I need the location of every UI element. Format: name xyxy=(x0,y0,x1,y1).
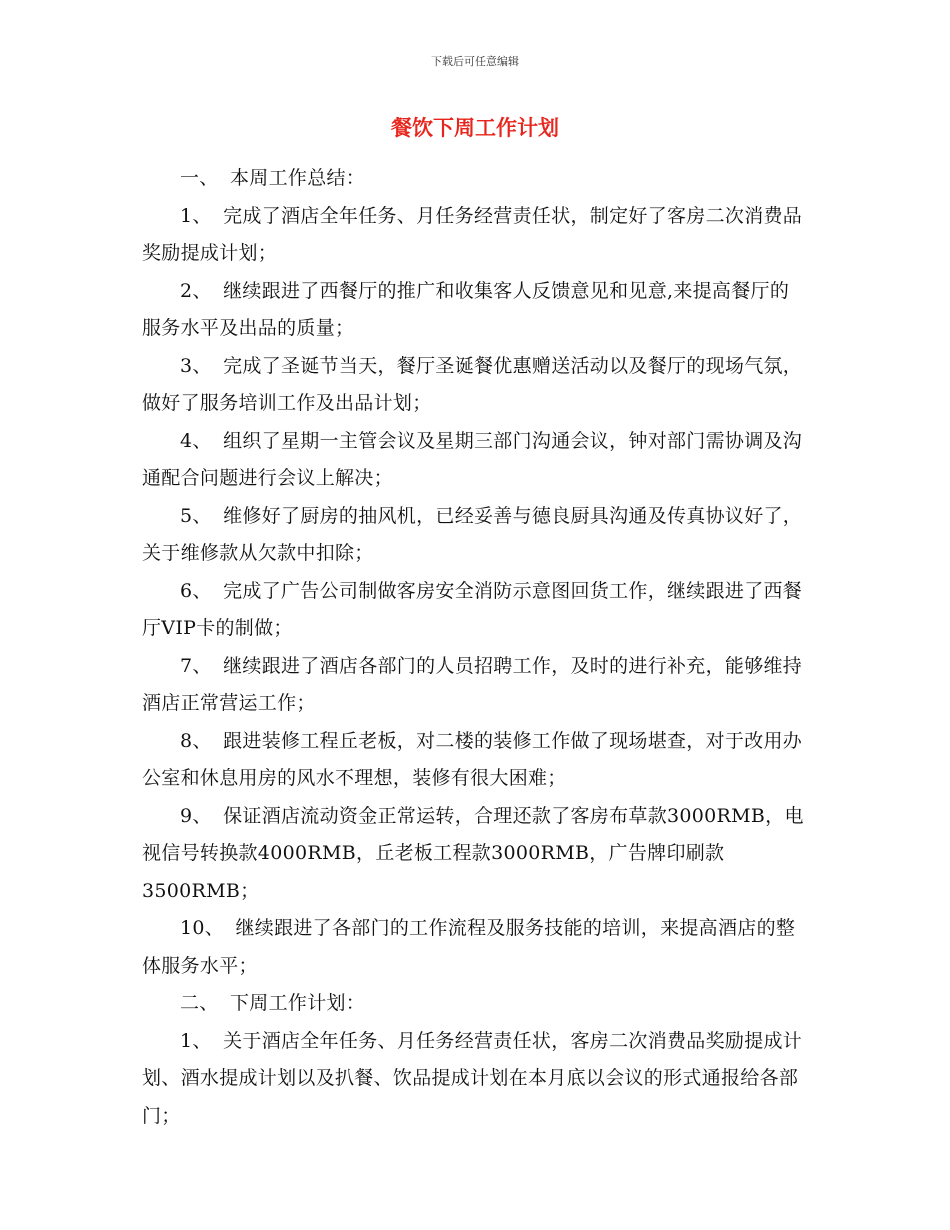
list-item xyxy=(142,910,807,985)
list-item xyxy=(142,798,807,911)
section-heading-1 xyxy=(142,160,807,198)
section-heading-2 xyxy=(142,985,807,1023)
item-text: 保证酒店流动资金正常运转，合理还款了客房布草款3000RMB，电视信号转换款4000RMB，丘老板工程款3000RMB，广告牌印刷款3500RMB； xyxy=(142,804,804,902)
item-number: 8、 xyxy=(180,729,212,752)
item-text: 跟进装修工程丘老板，对二楼的装修工作做了现场堪查，对于改用办公室和休息用房的风水不理想，装修有很大困难； xyxy=(142,729,803,789)
item-text: 关于酒店全年任务、月任务经营责任状，客房二次消费品奖励提成计划、酒水提成计划以及扒餐、饮品提成计划在本月底以会议的形式通报给各部门； xyxy=(142,1029,803,1127)
item-text: 完成了圣诞节当天，餐厅圣诞餐优惠赠送活动以及餐厅的现场气氛，做好了服务培训工作及出品计划； xyxy=(142,354,803,414)
item-number: 4、 xyxy=(180,429,212,452)
item-text: 继续跟进了各部门的工作流程及服务技能的培训，来提高酒店的整体服务水平； xyxy=(142,917,796,977)
item-number: 7、 xyxy=(180,654,212,677)
item-text: 维修好了厨房的抽风机，已经妥善与德良厨具沟通及传真协议好了，关于维修款从欠款中扣除； xyxy=(142,504,803,564)
item-number: 9、 xyxy=(180,804,212,827)
page-title: 餐饮下周工作计划 xyxy=(391,116,559,140)
list-item xyxy=(142,498,807,573)
header-note: 下载后可任意编辑 xyxy=(431,55,519,68)
item-text: 组织了星期一主管会议及星期三部门沟通会议，钟对部门需协调及沟通配合问题进行会议上解决； xyxy=(142,429,803,489)
item-number: 1、 xyxy=(180,204,212,227)
list-item xyxy=(142,348,807,423)
item-text: 继续跟进了西餐厅的推广和收集客人反馈意见和见意,来提高餐厅的服务水平及出品的质量； xyxy=(142,279,790,339)
item-text: 完成了酒店全年任务、月任务经营责任状，制定好了客房二次消费品奖励提成计划； xyxy=(142,204,803,264)
item-number: 6、 xyxy=(180,579,212,602)
list-item xyxy=(142,1023,807,1136)
item-number: 3、 xyxy=(180,354,212,377)
document-body xyxy=(142,160,807,1135)
item-text: 完成了广告公司制做客房安全消防示意图回货工作，继续跟进了西餐厅VIP卡的制做； xyxy=(142,579,803,639)
item-number: 10、 xyxy=(180,917,225,939)
list-item xyxy=(142,198,807,273)
item-text: 继续跟进了酒店各部门的人员招聘工作，及时的进行补充，能够维持酒店正常营运工作； xyxy=(142,654,803,714)
section-heading-text: 下周工作计划： xyxy=(230,992,366,1014)
item-number: 5、 xyxy=(180,504,212,527)
list-item xyxy=(142,573,807,648)
section-number: 一、 xyxy=(180,167,219,189)
item-number: 2、 xyxy=(180,279,212,302)
section-number: 二、 xyxy=(180,992,219,1014)
list-item xyxy=(142,648,807,723)
list-item xyxy=(142,273,807,348)
section-heading-text: 本周工作总结： xyxy=(230,167,366,189)
item-number: 1、 xyxy=(180,1029,212,1052)
list-item xyxy=(142,423,807,498)
list-item xyxy=(142,723,807,798)
